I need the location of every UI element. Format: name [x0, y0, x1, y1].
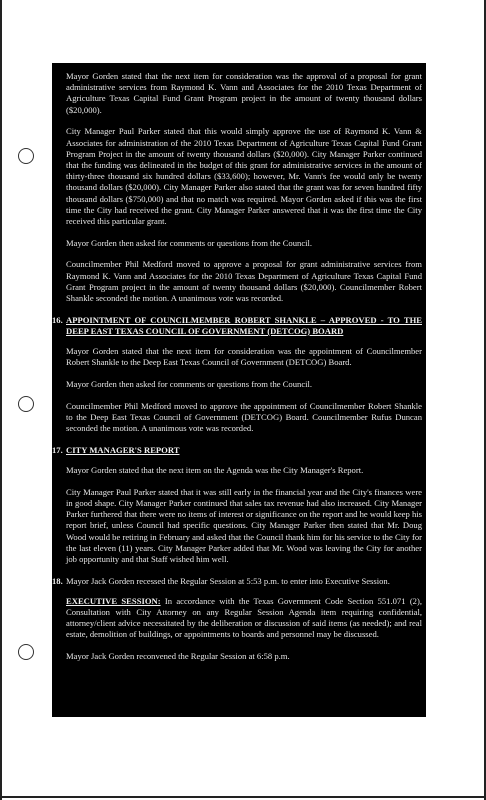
- document-text-block: [52, 63, 426, 717]
- paragraph-comments-request: Mayor Gorden then asked for comments or questions from the Council.: [66, 378, 313, 389]
- paragraph-appointment-intro: Mayor Gorden stated that the next item for consideration was the appointment of Councilmember Robert Shankle to the Deep East Texas Council of Government (DETCOG) Board.: [66, 346, 422, 368]
- item-number: 18.: [52, 575, 63, 586]
- item-heading: APPOINTMENT OF COUNCILMEMBER ROBERT SHANKLE – APPROVED - TO THE DEEP EAST TEXAS COUNCIL OF GOVERNMENT (DETCOG) BOARD: [66, 314, 422, 336]
- agenda-item-16: [52, 314, 422, 337]
- executive-session-text: In accordance with the Texas Government Code Section 551.071 (2), Consultation with City Attorney on any Regular Session Agenda item requiring confidential, attorney/client advice necessitated by the deliberation or discussion of said items (as needed); and real estate, demolition of buildings, or appointments to boards and personnel may be discussed.: [66, 595, 422, 640]
- paragraph-executive-session: [66, 596, 422, 641]
- page-edge-left: [0, 0, 2, 800]
- binder-hole-top: [18, 148, 34, 164]
- paragraph-report-intro: Mayor Gorden stated that the next item on the Agenda was the City Manager's Report.: [66, 464, 364, 475]
- paragraph-comments-request: Mayor Gorden then asked for comments or questions from the Council.: [66, 237, 313, 248]
- paragraph-motion-grant: Councilmember Phil Medford moved to approve a proposal for grant administrative services from Raymond K. Vann and Associates for the 2010 Texas Department of Agriculture Texas Capital Fund Grant Program project in the amount of twenty thousand dollars ($20,000). Councilmember Robert Shankle seconded the motion. A unanimous vote was recorded.: [66, 259, 422, 303]
- agenda-item-17: [52, 444, 422, 456]
- item-number: 17.: [52, 444, 63, 455]
- paragraph-recess: Mayor Jack Gorden recessed the Regular Session at 5:53 p.m. to enter into Executive Session.: [66, 575, 390, 586]
- paragraph-city-manager-grant: City Manager Paul Parker stated that this would simply approve the use of Raymond K. Vann & Associates for administration of the 2010 Texas Department of Agriculture Texas Capital Fund Grant Program Project in the amount of twenty thousand dollars ($20,000). City Manager Parker continued that the funding was delineated in the budget of this grant for administrative services in the amount of thirty-three thousand six hundred dollars ($33,600); however, Mr. Vann's fee would only be twenty thousand dollars ($20,000). City Manager Parker also stated that the grant was for seven hundred fifty thousand dollars ($750,000) and that no match was required. Mayor Gorden asked if this was the first time the City had received the grant. City Manager Parker answered that it was the first time the City received this particular grant.: [66, 126, 422, 226]
- page-edge-bottom: [0, 796, 486, 798]
- paragraph-motion-appointment: Councilmember Phil Medford moved to approve the appointment of Councilmember Robert Shankle to the Deep East Texas Council of Government (DETCOG) Board. Councilmember Rufus Duncan seconded the motion. A unanimous vote was recorded.: [66, 400, 422, 434]
- binder-hole-middle: [18, 396, 34, 412]
- paragraph-reconvene: Mayor Jack Gorden reconvened the Regular Session at 6:58 p.m.: [66, 651, 290, 662]
- executive-session-heading: EXECUTIVE SESSION:: [66, 595, 161, 606]
- agenda-item-18: [52, 575, 422, 587]
- paragraph-report-body: City Manager Paul Parker stated that it was still early in the financial year and the City's finances were in good shape. City Manager Parker continued that sales tax revenue had also increased. City Manager Parker furthered that there were no items of interest or significance on the report and he would keep his report brief, unless Council had specific questions. City Manager Parker then stated that Mr. Doug Wood would be retiring in February and asked that the Council thank him for his service to the City for the last eleven (11) years. City Manager Parker added that Mr. Wood was leaving the City for another job opportunity and that Staff wished him well.: [66, 486, 422, 564]
- paragraph-proposal-intro: Mayor Gorden stated that the next item for consideration was the approval of a proposal for grant administrative services from Raymond K. Vann and Associates for the 2010 Texas Department of Agriculture Texas Capital Fund Grant Program project in the amount of twenty thousand dollars ($20,000).: [66, 71, 422, 115]
- item-heading: CITY MANAGER'S REPORT: [66, 444, 180, 455]
- item-number: 16.: [52, 314, 63, 325]
- binder-hole-bottom: [18, 644, 34, 660]
